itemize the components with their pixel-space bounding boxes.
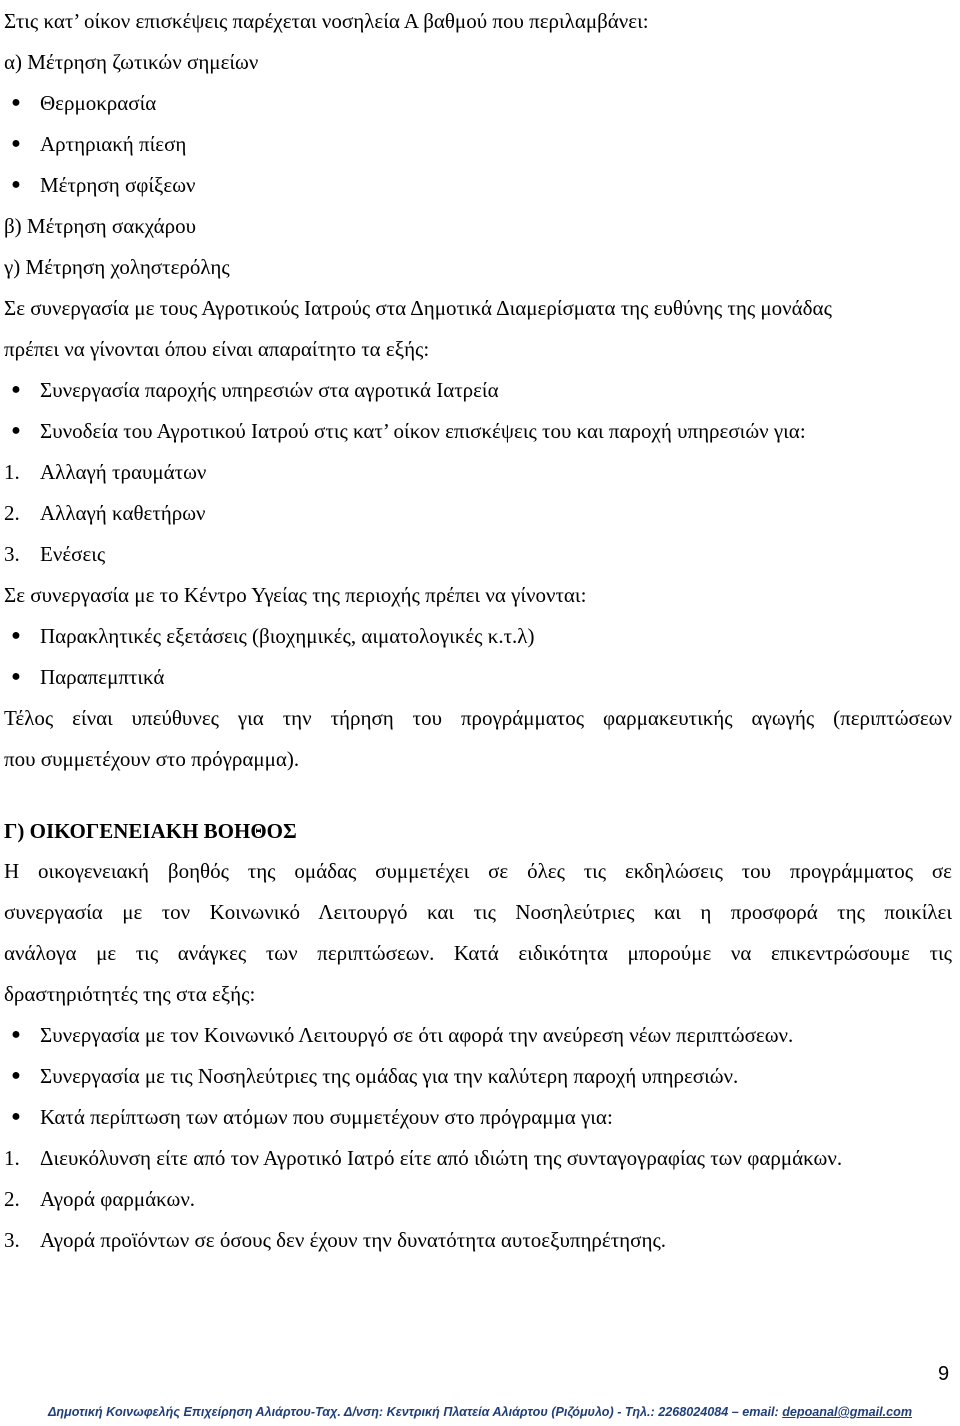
footer-contact: Ταχ. Δ/νση: Κεντρική Πλατεία Αλιάρτου (Ριζόμυλο) - Τηλ.: 2268024084 – email:	[315, 1405, 783, 1419]
page-footer	[0, 1401, 960, 1426]
bullet-icon: ●	[11, 94, 21, 111]
bullet-item-text: Μέτρηση σφίξεων	[40, 173, 196, 197]
bullet-icon: ●	[11, 135, 21, 152]
list-heading: β) Μέτρηση σακχάρου	[4, 214, 197, 238]
page-number: 9	[938, 1363, 950, 1385]
item-number: 2.	[4, 501, 20, 525]
bullet-icon: ●	[11, 422, 21, 439]
paragraph-line: που συμμετέχουν στο πρόγραμμα).	[4, 747, 300, 771]
numbered-item-text: Αγορά προϊόντων σε όσους δεν έχουν την δυνατότητα αυτοεξυπηρέτησης.	[40, 1228, 667, 1252]
bullet-icon: ●	[11, 176, 21, 193]
bullet-icon: ●	[11, 381, 21, 398]
paragraph-line: πρέπει να γίνονται όπου είναι απαραίτητο τα εξής:	[4, 337, 430, 361]
item-number: 3.	[4, 542, 20, 566]
item-number: 2.	[4, 1187, 20, 1211]
bullet-icon: ●	[11, 1108, 21, 1125]
paragraph-line: Τέλος είναι υπεύθυνες για την τήρηση του προγράμματος φαρμακευτικής αγωγής (περιπτώσεων	[4, 706, 952, 730]
item-number: 3.	[4, 1228, 20, 1252]
footer-organization: Δημοτική Κοινωφελής Επιχείρηση Αλιάρτου-	[47, 1405, 316, 1419]
paragraph-line: Στις κατ’ οίκον επισκέψεις παρέχεται νοσηλεία Α βαθμού που περιλαμβάνει:	[4, 9, 649, 33]
numbered-item-text: Αγορά φαρμάκων.	[40, 1187, 196, 1211]
paragraph-line: Η οικογενειακή βοηθός της ομάδας συμμετέχει σε όλες τις εκδηλώσεις του προγράμματος σε	[4, 859, 952, 883]
bullet-item-text: Κατά περίπτωση των ατόμων που συμμετέχουν στο πρόγραμμα για:	[40, 1105, 613, 1129]
paragraph-line: συνεργασία με τον Κοινωνικό Λειτουργό και τις Νοσηλεύτριες και η προσφορά της ποικίλει	[4, 900, 952, 924]
numbered-item-text: Αλλαγή τραυμάτων	[40, 460, 207, 484]
paragraph-line: Σε συνεργασία με τους Αγροτικούς Ιατρούς στα Δημοτικά Διαμερίσματα της ευθύνης της μονάδας	[4, 296, 832, 320]
list-heading: γ) Μέτρηση χοληστερόλης	[4, 255, 230, 279]
bullet-item-text: Συνοδεία του Αγροτικού Ιατρού στις κατ’ οίκον επισκέψεις του και παροχή υπηρεσιών για:	[40, 419, 806, 443]
bullet-item-text: Θερμοκρασία	[40, 91, 157, 115]
bullet-item-text: Παρακλητικές εξετάσεις (βιοχημικές, αιματολογικές κ.τ.λ)	[40, 624, 535, 648]
item-number: 1.	[4, 460, 20, 484]
paragraph-line: ανάλογα με τις ανάγκες των περιπτώσεων. Κατά ειδικότητα μπορούμε να επικεντρώσουμε τις	[4, 941, 952, 965]
bullet-item-text: Αρτηριακή πίεση	[40, 132, 187, 156]
section-heading: Γ) ΟΙΚΟΓΕΝΕΙΑΚΗ ΒΟΗΘΟΣ	[4, 819, 297, 843]
bullet-item-text: Συνεργασία με τον Κοινωνικό Λειτουργό σε ότι αφορά την ανεύρεση νέων περιπτώσεων.	[40, 1023, 794, 1047]
item-number: 1.	[4, 1146, 20, 1170]
paragraph-line: δραστηριότητές της στα εξής:	[4, 982, 256, 1006]
footer-email-link[interactable]: depoanal@gmail.com	[782, 1405, 913, 1419]
bullet-item-text: Συνεργασία με τις Νοσηλεύτριες της ομάδας για την καλύτερη παροχή υπηρεσιών.	[40, 1064, 739, 1088]
bullet-icon: ●	[11, 668, 21, 685]
paragraph-line: Σε συνεργασία με το Κέντρο Υγείας της περιοχής πρέπει να γίνονται:	[4, 583, 587, 607]
bullet-icon: ●	[11, 1026, 21, 1043]
list-heading: α) Μέτρηση ζωτικών σημείων	[4, 50, 259, 74]
bullet-icon: ●	[11, 1067, 21, 1084]
numbered-item-text: Διευκόλυνση είτε από τον Αγροτικό Ιατρό είτε από ιδιώτη της συνταγογραφίας των φαρμάκων.	[40, 1146, 843, 1170]
bullet-item-text: Παραπεμπτικά	[40, 665, 165, 689]
numbered-item-text: Αλλαγή καθετήρων	[40, 501, 206, 525]
bullet-item-text: Συνεργασία παροχής υπηρεσιών στα αγροτικά Ιατρεία	[40, 378, 499, 402]
numbered-item-text: Ενέσεις	[40, 542, 106, 566]
bullet-icon: ●	[11, 627, 21, 644]
